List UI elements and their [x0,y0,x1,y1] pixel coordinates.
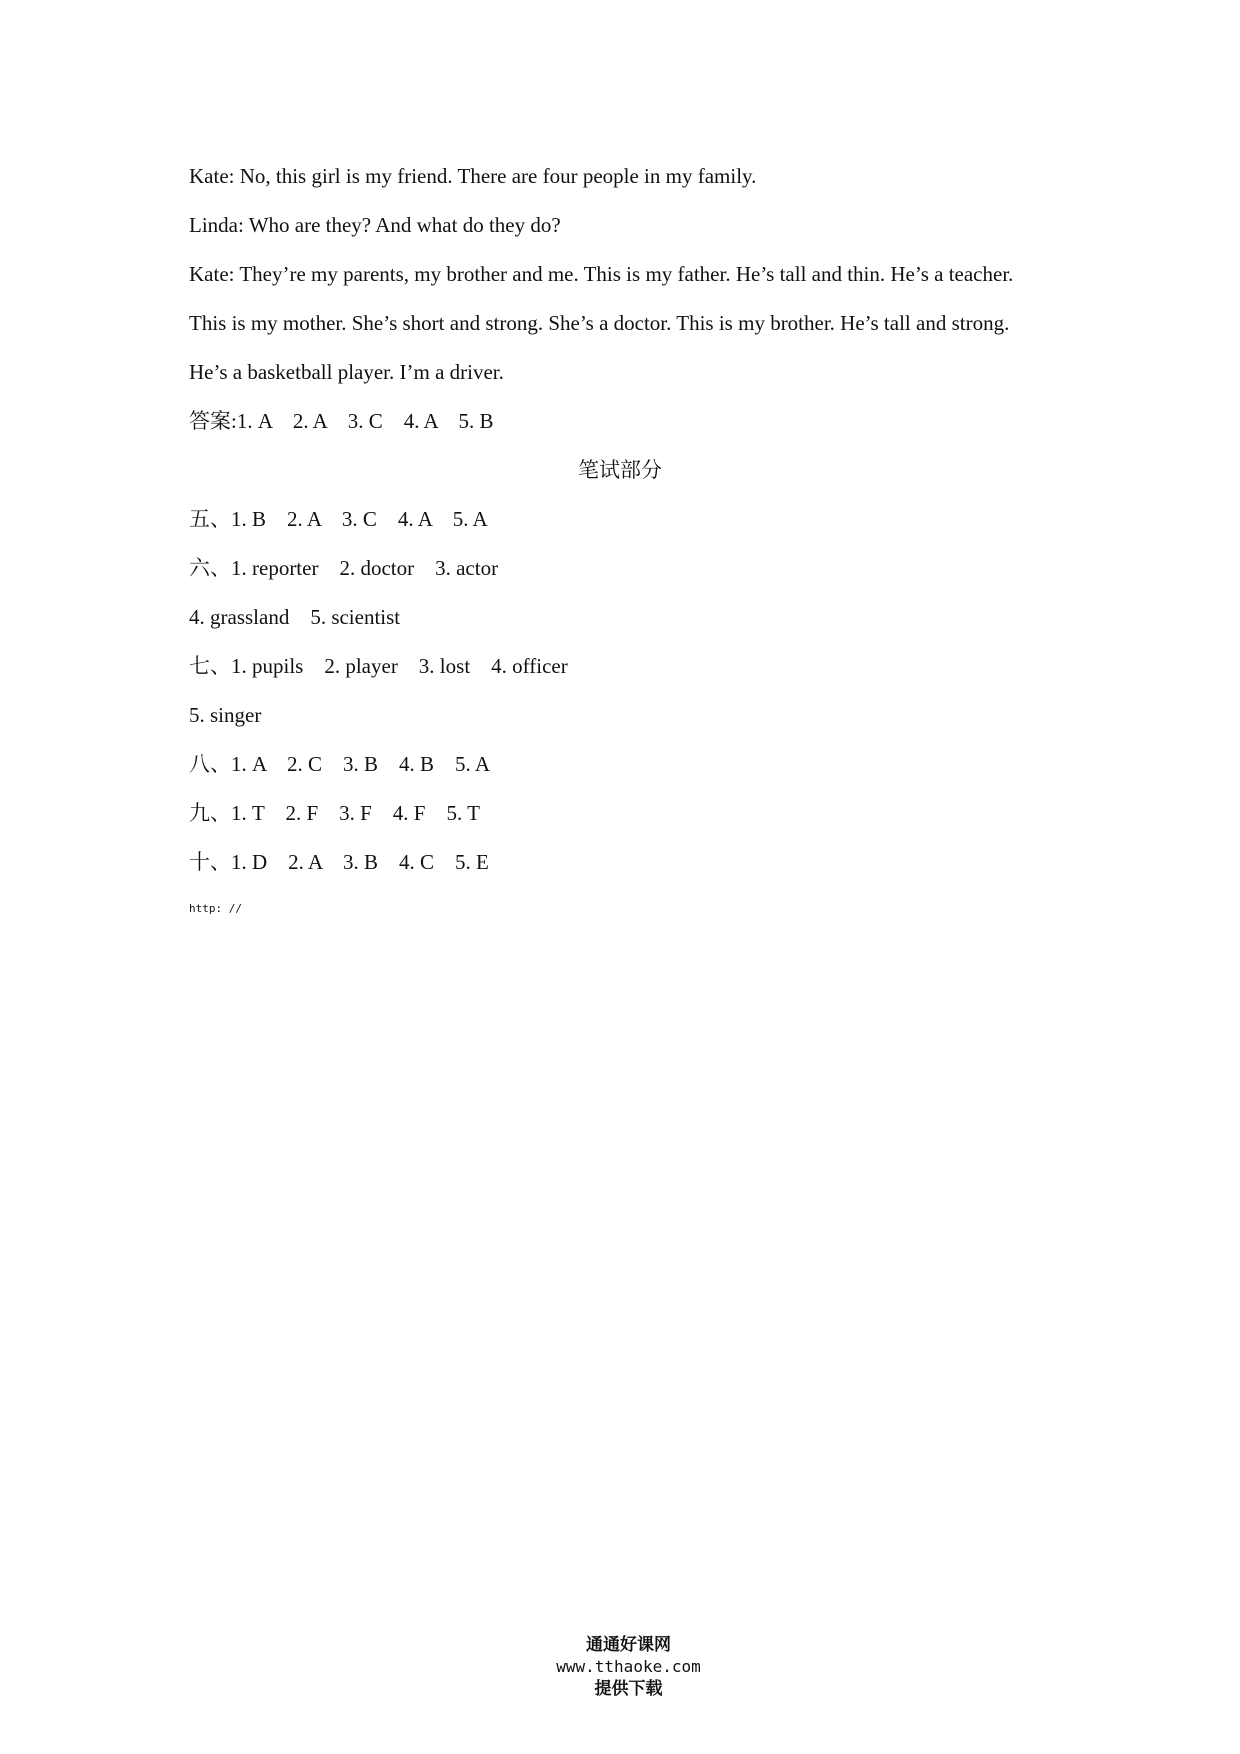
answer-line-7b: 5. singer [189,703,262,727]
answer-line-10: 十、1. D 2. A 3. B 4. C 5. E [189,850,489,874]
dialogue-line-5: He’s a basketball player. I’m a driver. [189,360,504,384]
dialogue-line-3: Kate: They’re my parents, my brother and me. This is my father. He’s tall and thin. He’s a teacher. [189,262,1014,286]
footer-suffix: 提供下载 [594,1679,663,1698]
page-footer [0,1612,1240,1722]
answer-line-6a: 六、1. reporter 2. doctor 3. actor [189,556,499,580]
dialogue-line-4: This is my mother. She’s short and strong. She’s a doctor. This is my brother. He’s tall and strong. [189,311,1010,335]
url-fragment: http: // [189,902,242,915]
dialogue-line-1: Kate: No, this girl is my friend. There are four people in my family. [189,164,757,188]
footer-site-name: 通通好课网 [586,1635,671,1654]
answer-line-7a: 七、1. pupils 2. player 3. lost 4. officer [189,654,568,678]
answer-line-6b: 4. grassland 5. scientist [189,605,401,629]
listening-answer: 答案:1. A 2. A 3. C 4. A 5. B [189,409,494,433]
written-section-heading: 笔试部分 [578,458,662,482]
answer-line-8: 八、1. A 2. C 3. B 4. B 5. A [189,752,491,776]
footer-site-url[interactable]: www.tthaoke.com [556,1657,701,1676]
dialogue-line-2: Linda: Who are they? And what do they do? [189,213,561,237]
answer-line-5: 五、1. B 2. A 3. C 4. A 5. A [189,507,488,531]
answer-line-9: 九、1. T 2. F 3. F 4. F 5. T [189,801,480,825]
